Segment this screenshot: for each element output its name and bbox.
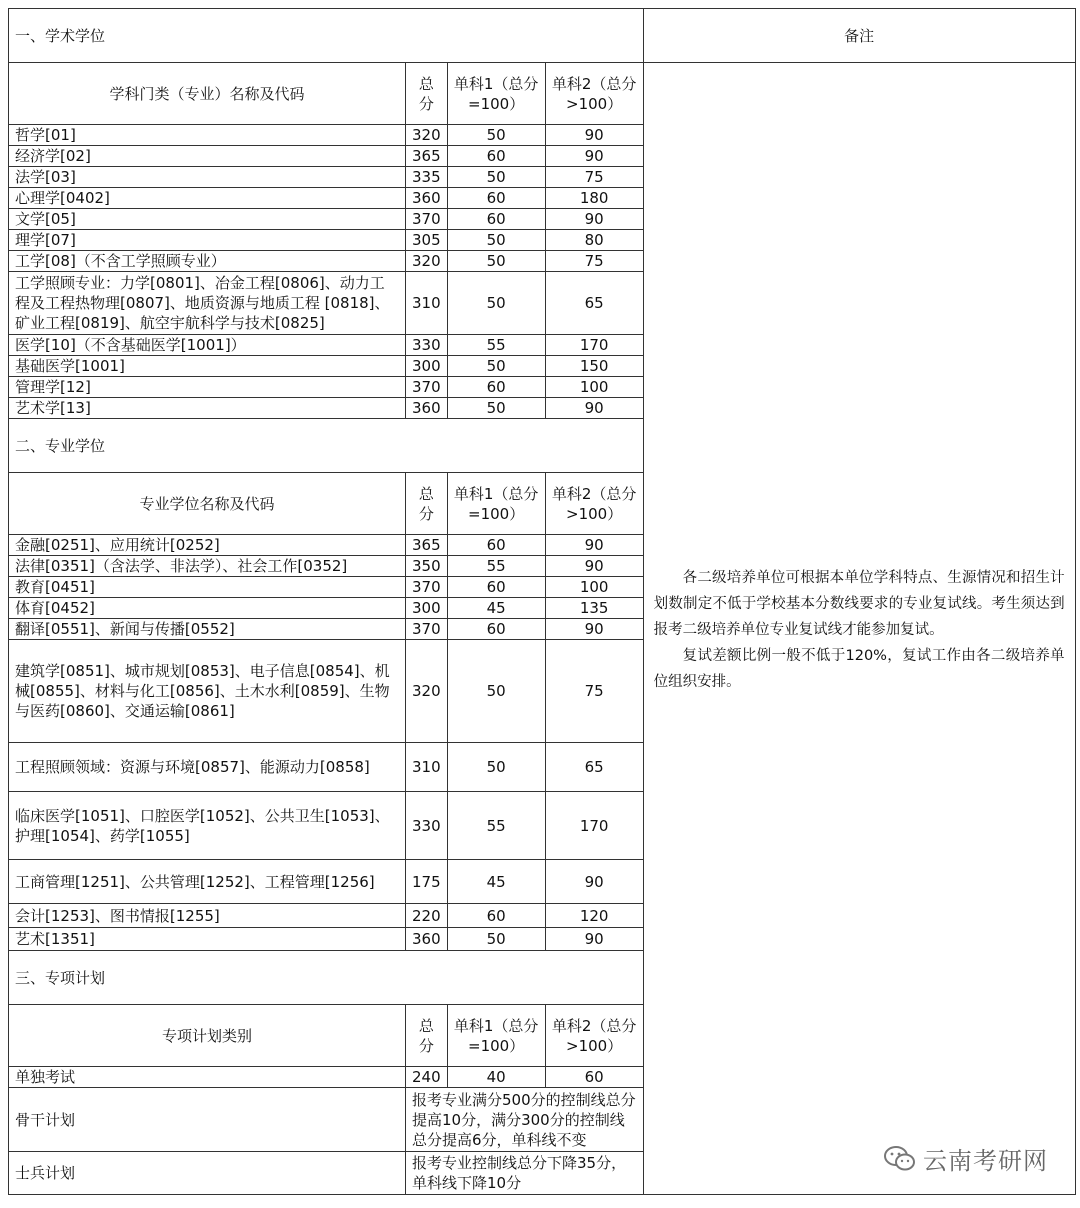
- row-name: 建筑学[0851]、城市规划[0853]、电子信息[0854]、机械[0855]、材料与化工[0856]、土木水利[0859]、生物与医药[0860]、交通运输[0861]: [9, 640, 406, 743]
- row-name: 医学[10]（不含基础医学[1001]）: [9, 335, 406, 356]
- row-name: 工程照顾领域：资源与环境[0857]、能源动力[0858]: [9, 743, 406, 792]
- row-name: 管理学[12]: [9, 377, 406, 398]
- row-total: 320: [406, 640, 448, 743]
- row-single1: 50: [447, 928, 545, 951]
- row-single1: 50: [447, 230, 545, 251]
- row-total: 370: [406, 577, 448, 598]
- row-single1: 50: [447, 125, 545, 146]
- row-single1: 50: [447, 356, 545, 377]
- row-total: 370: [406, 377, 448, 398]
- row-name: 法学[03]: [9, 167, 406, 188]
- special-name-header: 专项计划类别: [9, 1005, 406, 1067]
- row-single2: 100: [545, 577, 643, 598]
- row-single1: 55: [447, 335, 545, 356]
- row-name: 艺术[1351]: [9, 928, 406, 951]
- row-single1: 55: [447, 556, 545, 577]
- row-name: 体育[0452]: [9, 598, 406, 619]
- row-single2: 150: [545, 356, 643, 377]
- single2-header: 单科2（总分>100）: [545, 1005, 643, 1067]
- row-total: 320: [406, 251, 448, 272]
- professional-name-header: 专业学位名称及代码: [9, 473, 406, 535]
- row-total: 310: [406, 743, 448, 792]
- row-total: 305: [406, 230, 448, 251]
- row-single2: 75: [545, 640, 643, 743]
- row-single1: 50: [447, 743, 545, 792]
- row-single2: 90: [545, 209, 643, 230]
- row-single1: 60: [447, 377, 545, 398]
- backbone-rule: 报考专业满分500分的控制线总分提高10分，满分300分的控制线总分提高6分，单科线不变: [406, 1088, 644, 1152]
- row-single2: 170: [545, 792, 643, 860]
- row-single1: 50: [447, 272, 545, 335]
- notes-cell: [643, 63, 1075, 1195]
- row-single1: 40: [447, 1067, 545, 1088]
- row-name: 法律[0351]（含法学、非法学）、社会工作[0352]: [9, 556, 406, 577]
- row-total: 370: [406, 209, 448, 230]
- row-single2: 180: [545, 188, 643, 209]
- row-single1: 60: [447, 146, 545, 167]
- row-single2: 170: [545, 335, 643, 356]
- total-header: 总分: [406, 1005, 448, 1067]
- row-name: 理学[07]: [9, 230, 406, 251]
- row-single2: 65: [545, 743, 643, 792]
- row-single1: 45: [447, 598, 545, 619]
- row-total: 360: [406, 188, 448, 209]
- notes-paragraph: 各二级培养单位可根据本单位学科特点、生源情况和招生计划数制定不低于学校基本分数线要求的专业复试线。考生须达到报考二级培养单位专业复试线才能参加复试。: [653, 569, 1065, 638]
- row-single2: 90: [545, 398, 643, 419]
- single1-header: 单科1（总分=100）: [447, 1005, 545, 1067]
- row-name: 艺术学[13]: [9, 398, 406, 419]
- row-name: 士兵计划: [9, 1152, 406, 1195]
- row-name: 翻译[0551]、新闻与传播[0552]: [9, 619, 406, 640]
- total-header: 总分: [406, 473, 448, 535]
- row-single2: 90: [545, 535, 643, 556]
- row-single1: 60: [447, 188, 545, 209]
- row-total: 300: [406, 356, 448, 377]
- row-single2: 90: [545, 125, 643, 146]
- row-total: 300: [406, 598, 448, 619]
- row-name: 教育[0451]: [9, 577, 406, 598]
- single1-header: 单科1（总分=100）: [447, 473, 545, 535]
- row-total: 310: [406, 272, 448, 335]
- row-single2: 60: [545, 1067, 643, 1088]
- total-header: 总分: [406, 63, 448, 125]
- section-title-academic: 一、学术学位: [9, 9, 644, 63]
- academic-name-header: 学科门类（专业）名称及代码: [9, 63, 406, 125]
- row-single1: 60: [447, 904, 545, 928]
- row-single2: 120: [545, 904, 643, 928]
- single2-header: 单科2（总分>100）: [545, 473, 643, 535]
- row-single2: 90: [545, 146, 643, 167]
- row-single2: 75: [545, 167, 643, 188]
- row-name: 文学[05]: [9, 209, 406, 230]
- score-table: [8, 8, 1076, 1195]
- notes-paragraph: 复试差额比例一般不低于120%，复试工作由各二级培养单位组织安排。: [653, 647, 1065, 690]
- row-single2: 65: [545, 272, 643, 335]
- row-single1: 50: [447, 398, 545, 419]
- row-total: 220: [406, 904, 448, 928]
- row-total: 360: [406, 398, 448, 419]
- row-single1: 55: [447, 792, 545, 860]
- row-total: 350: [406, 556, 448, 577]
- row-single1: 60: [447, 535, 545, 556]
- score-table-page: [8, 8, 1076, 1195]
- row-total: 365: [406, 535, 448, 556]
- watermark-text: 云南考研网: [923, 1147, 1048, 1175]
- row-single2: 75: [545, 251, 643, 272]
- row-name: 工商管理[1251]、公共管理[1252]、工程管理[1256]: [9, 860, 406, 904]
- row-single2: 90: [545, 619, 643, 640]
- watermark: [883, 1141, 1048, 1176]
- row-total: 240: [406, 1067, 448, 1088]
- row-single1: 60: [447, 577, 545, 598]
- row-name: 工学照顾专业：力学[0801]、冶金工程[0806]、动力工程及工程热物理[0807]、地质资源与地质工程 [0818]、矿业工程[0819]、航空宇航科学与技术[0825]: [9, 272, 406, 335]
- row-single2: 90: [545, 928, 643, 951]
- soldier-rule: 报考专业控制线总分下降35分，单科线下降10分: [406, 1152, 644, 1195]
- row-total: 335: [406, 167, 448, 188]
- row-name: 哲学[01]: [9, 125, 406, 146]
- row-single1: 60: [447, 209, 545, 230]
- row-total: 365: [406, 146, 448, 167]
- row-single2: 100: [545, 377, 643, 398]
- row-total: 360: [406, 928, 448, 951]
- row-name: 单独考试: [9, 1067, 406, 1088]
- section-title-professional: 二、专业学位: [9, 419, 644, 473]
- row-single2: 80: [545, 230, 643, 251]
- row-name: 临床医学[1051]、口腔医学[1052]、公共卫生[1053]、护理[1054]、药学[1055]: [9, 792, 406, 860]
- row-name: 基础医学[1001]: [9, 356, 406, 377]
- single1-header: 单科1（总分=100）: [447, 63, 545, 125]
- row-name: 骨干计划: [9, 1088, 406, 1152]
- row-single1: 50: [447, 167, 545, 188]
- row-single1: 60: [447, 619, 545, 640]
- notes-title: 备注: [643, 9, 1075, 63]
- row-total: 330: [406, 792, 448, 860]
- row-single2: 90: [545, 860, 643, 904]
- row-total: 175: [406, 860, 448, 904]
- row-single1: 50: [447, 251, 545, 272]
- row-name: 心理学[0402]: [9, 188, 406, 209]
- row-name: 工学[08]（不含工学照顾专业）: [9, 251, 406, 272]
- wechat-icon: [883, 1145, 917, 1173]
- row-single2: 135: [545, 598, 643, 619]
- row-name: 金融[0251]、应用统计[0252]: [9, 535, 406, 556]
- row-total: 320: [406, 125, 448, 146]
- row-total: 370: [406, 619, 448, 640]
- row-single1: 45: [447, 860, 545, 904]
- row-total: 330: [406, 335, 448, 356]
- single2-header: 单科2（总分>100）: [545, 63, 643, 125]
- row-name: 会计[1253]、图书情报[1255]: [9, 904, 406, 928]
- row-single1: 50: [447, 640, 545, 743]
- row-name: 经济学[02]: [9, 146, 406, 167]
- section-title-special: 三、专项计划: [9, 951, 644, 1005]
- row-single2: 90: [545, 556, 643, 577]
